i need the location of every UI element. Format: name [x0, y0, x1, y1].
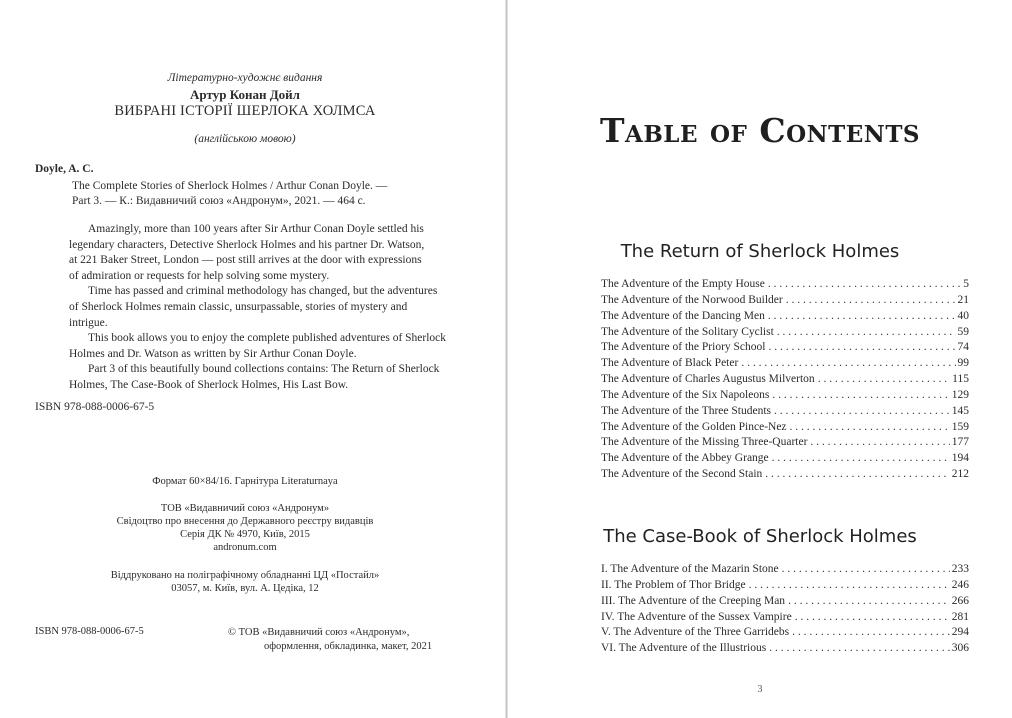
toc-entry-page: 59 — [957, 325, 969, 338]
abstract-line: intrigue. — [69, 316, 108, 329]
toc-entry[interactable] — [601, 611, 969, 627]
toc-entry[interactable] — [601, 357, 969, 373]
toc-leader-dots — [815, 373, 950, 385]
toc-entry-title: V. The Adventure of the Three Garridebs — [601, 626, 790, 639]
toc-entry-title: The Adventure of the Abbey Grange — [601, 452, 769, 465]
abstract-line: at 221 Baker Street, London — post still arrives at the door with expressions — [69, 254, 422, 267]
book-author: Артур Конан Дойл — [190, 87, 300, 102]
toc-entry[interactable] — [601, 642, 969, 658]
bibliography-line: Part 3. — К.: Видавничий союз «Андронум», 2021. — 464 с. — [72, 195, 366, 207]
toc-entry[interactable] — [601, 436, 969, 452]
toc-entry-title: The Adventure of the Second Stain — [601, 468, 763, 481]
toc-leader-dots — [779, 563, 950, 575]
toc-entry-page: 306 — [951, 642, 969, 655]
toc-leader-dots — [771, 405, 950, 417]
printing-info — [0, 569, 490, 595]
isbn-top: ISBN 978-088-0006-67-5 — [35, 401, 155, 413]
toc-entry-page: 129 — [951, 388, 969, 401]
toc-leader-dots — [765, 278, 961, 290]
abstract-line: Part 3 of this beautifully bound collections contains: The Return of Sherlock — [88, 363, 440, 376]
toc-leader-dots — [746, 579, 950, 591]
copyright-line: © ТОВ «Видавничий союз «Андронум», — [228, 627, 410, 638]
toc-entry[interactable] — [601, 452, 969, 468]
copyright-note — [228, 626, 432, 654]
toc-entry-page: 281 — [951, 610, 969, 623]
toc-leader-dots — [787, 421, 950, 433]
publisher-line: ТОВ «Видавничий союз «Андронум» — [160, 503, 330, 514]
bibliography-line: The Complete Stories of Sherlock Holmes / Arthur Conan Doyle. — — [72, 180, 388, 192]
toc-entry-title: The Adventure of the Three Students — [601, 404, 772, 417]
contents-page — [508, 0, 1012, 718]
publisher-info — [0, 502, 490, 554]
toc-entry[interactable] — [601, 341, 969, 357]
toc-section-list — [601, 563, 969, 658]
toc-entry-page: 177 — [951, 436, 969, 449]
toc-entry[interactable] — [601, 405, 969, 421]
abstract-line: of Sherlock Holmes remain classic, unsurpassable, stories of mystery and — [69, 300, 408, 313]
toc-entry-page: 115 — [952, 373, 969, 386]
section-title: The Return of Sherlock Holmes — [620, 241, 900, 262]
toc-leader-dots — [769, 452, 950, 464]
toc-entry-title: III. The Adventure of the Creeping Man — [601, 594, 786, 607]
toc-entry-title: The Adventure of the Empty House — [601, 278, 765, 290]
copyright-line: оформлення, обкладинка, макет, 2021 — [264, 641, 433, 652]
toc-entry-title: The Adventure of the Priory School — [601, 341, 766, 354]
bibliography-record — [72, 179, 432, 209]
page-number: 3 — [757, 684, 763, 695]
publisher-line: Свідоцтво про внесення до Державного реєстру видавців — [116, 516, 374, 527]
toc-entry[interactable] — [601, 278, 969, 294]
toc-entry-page: 99 — [957, 357, 969, 370]
toc-entry[interactable] — [601, 563, 969, 579]
toc-entry[interactable] — [601, 389, 969, 405]
language-note: (англійською мовою) — [194, 133, 296, 145]
toc-entry-page: 233 — [951, 563, 969, 575]
isbn-bottom: ISBN 978-088-0006-67-5 — [35, 626, 144, 637]
toc-leader-dots — [765, 310, 956, 322]
toc-entry-title: The Adventure of the Missing Three-Quarter — [601, 436, 808, 449]
toc-entry[interactable] — [601, 468, 969, 484]
toc-leader-dots — [765, 341, 955, 353]
abstract-line: Holmes, The Case-Book of Sherlock Holmes, His Last Bow. — [69, 378, 349, 391]
toc-entry-page: 40 — [957, 309, 969, 322]
toc-entry[interactable] — [601, 421, 969, 437]
toc-heading: Table of Contents — [599, 111, 921, 150]
toc-entry[interactable] — [601, 326, 969, 342]
abstract-line: legendary characters, Detective Sherlock Holmes and his partner Dr. Watson, — [69, 238, 425, 251]
toc-entry-title: I. The Adventure of the Mazarin Stone — [601, 563, 779, 575]
toc-leader-dots — [789, 626, 950, 638]
abstract-line: Holmes and Dr. Watson as written by Sir Arthur Conan Doyle. — [69, 347, 357, 360]
toc-entry-page: 21 — [957, 293, 969, 306]
toc-leader-dots — [792, 611, 950, 623]
toc-entry-title: IV. The Adventure of the Sussex Vampire — [601, 610, 792, 623]
series-note: Літературно-художнє видання — [167, 72, 323, 84]
toc-section-list — [601, 278, 969, 484]
toc-leader-dots — [766, 642, 950, 654]
toc-entry-page: 145 — [951, 404, 969, 417]
toc-entry-page: 212 — [951, 468, 969, 481]
toc-leader-dots — [785, 595, 950, 607]
section-title: The Case-Book of Sherlock Holmes — [603, 526, 917, 547]
toc-leader-dots — [783, 294, 956, 306]
printing-line: Віддруковано на поліграфічному обладнанні ЦД «Постайл» — [110, 570, 380, 581]
toc-entry-title: The Adventure of the Six Napoleons — [601, 388, 770, 401]
toc-entry-title: The Adventure of Charles Augustus Milverton — [601, 373, 815, 386]
book-abstract — [69, 222, 454, 394]
toc-entry-page: 194 — [951, 452, 969, 465]
abstract-line: Amazingly, more than 100 years after Sir Arthur Conan Doyle settled his — [88, 223, 424, 235]
printing-line: 03057, м. Київ, вул. А. Цедіка, 12 — [171, 583, 319, 594]
toc-entry-page: 74 — [957, 341, 969, 354]
book-title: ВИБРАНІ ІСТОРІЇ ШЕРЛОКА ХОЛМСА — [114, 103, 376, 119]
toc-entry[interactable] — [601, 294, 969, 310]
toc-leader-dots — [807, 436, 949, 448]
toc-entry-title: II. The Problem of Thor Bridge — [601, 578, 746, 591]
toc-entry-title: VI. The Adventure of the Illustrious — [601, 642, 767, 655]
publisher-website: andronum.com — [213, 542, 277, 553]
toc-leader-dots — [769, 389, 949, 401]
toc-leader-dots — [738, 357, 955, 369]
abstract-line: Time has passed and criminal methodology has changed, but the adventures — [88, 285, 438, 298]
toc-entry-page: 246 — [951, 578, 969, 591]
toc-leader-dots — [774, 326, 956, 338]
abstract-line: of admiration or requests for help solving some mystery. — [69, 269, 330, 282]
toc-entry-title: The Adventure of the Dancing Men — [601, 309, 765, 322]
toc-entry[interactable] — [601, 373, 969, 389]
abstract-line: This book allows you to enjoy the complete published adventures of Sherlock — [88, 332, 447, 345]
toc-entry[interactable] — [601, 579, 969, 595]
toc-entry-title: The Adventure of the Solitary Cyclist — [601, 325, 774, 338]
toc-entry-title: The Adventure of the Norwood Builder — [601, 293, 783, 306]
toc-entry-page: 266 — [951, 594, 969, 607]
toc-entry[interactable] — [601, 626, 969, 642]
toc-entry[interactable] — [601, 595, 969, 611]
toc-entry[interactable] — [601, 310, 969, 326]
format-note: Формат 60×84/16. Гарнітура Literaturnaya — [152, 476, 338, 487]
toc-entry-title: The Adventure of Black Peter — [601, 357, 739, 370]
toc-entry-title: The Adventure of the Golden Pince-Nez — [601, 420, 787, 433]
toc-entry-page: 159 — [951, 420, 969, 433]
toc-entry-page: 5 — [963, 278, 969, 290]
toc-entry-page: 294 — [951, 626, 969, 639]
toc-leader-dots — [762, 468, 949, 480]
publisher-line: Серія ДК № 4970, Київ, 2015 — [180, 529, 310, 540]
bibliography-author: Doyle, A. C. — [35, 163, 94, 175]
